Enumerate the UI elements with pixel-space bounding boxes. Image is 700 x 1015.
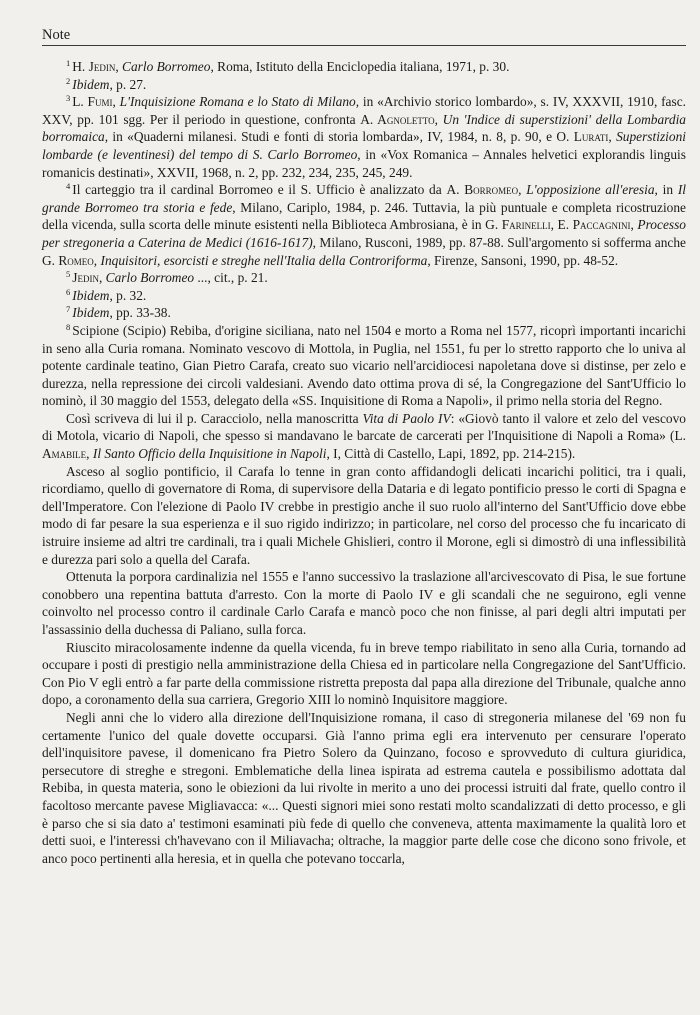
- footnote: [42, 287, 686, 305]
- footnote-continuation: [42, 568, 686, 638]
- footnote: [42, 322, 686, 410]
- text-run: ,: [86, 446, 93, 462]
- text-run: Asceso al soglio pontificio, il Carafa lo tenne in gran conto affidandogli delicati incarichi politici, tra i quali, ricordiamo, quello di governatore di Roma, di supervisore della Dataria e di legato pontificio presso le corti di Spagna e dell'Imperatore. Con l'elezione di Paolo IV crebbe in prestigio anche il suo ruolo all'interno del Sant'Ufficio dove ebbe modo di far pesare la sua esperienza e il suo rigido indirizzo; in particolare, nel corso del processo che fu incaricato di istruire insieme ad altri tre cardinali, tra i quali Michele Ghislieri, contro il Morone, egli si dimostrò di una inflessibilità e durezza pari solo a quella del Carafa.: [42, 463, 686, 567]
- italic-title: Carlo Borromeo: [122, 59, 211, 74]
- italic-title: Carlo Borromeo: [105, 270, 195, 286]
- footnote-number: 7: [66, 304, 71, 315]
- footnote: [42, 93, 686, 181]
- footnote-number: 2: [66, 75, 71, 86]
- text-run: ..., cit., p. 21.: [194, 270, 268, 286]
- author-name: L. Amabile: [42, 428, 686, 462]
- italic-title: Il Santo Officio della Inquisitione in Napoli: [92, 446, 327, 462]
- italic-title: Inquisitori, esorcisti e streghe nell'Italia della Controriforma: [100, 252, 428, 268]
- text-run: Ottenuta la porpora cardinalizia nel 1555 e l'anno successivo la traslazione all'arcivescovato di Pisa, le sue fortune conobbero una repentina battuta d'arresto. Con la morte di Paolo IV e gli scandali che ne seguirono, egli venne coinvolto nel processo contro il cardinale Carlo Carafa e mancò poco che non finisse, al pari degli altri imputati per l'assassinio della duchessa di Paliano, sulla forca.: [42, 569, 686, 637]
- footnote: [42, 304, 686, 322]
- italic-title: Ibidem: [72, 305, 110, 321]
- text-run: ,: [93, 252, 101, 268]
- author-name: G. Romeo: [42, 252, 94, 268]
- footnote-continuation: [42, 463, 686, 569]
- text-run: , Milano, Rusconi, 1989, pp. 87-88. Sull'argomento si sofferma anche: [312, 234, 687, 250]
- text-run: , Roma, Istituto della Enciclopedia italiana, 1971, p. 30.: [210, 59, 510, 74]
- text-run: : «Giovò tanto il valore et zelo del vescovo di Motola, vicario di Napoli, che spesso si mandavano le barcate de carcerati per l'Inquisitione di Napoli a Roma» (: [42, 410, 686, 444]
- text-run: , in: [654, 182, 678, 198]
- footnote-number: 4: [66, 181, 71, 192]
- text-run: ,: [608, 129, 617, 145]
- italic-title: Il grande Borromeo tra storia e fede: [42, 182, 686, 215]
- italic-title: L'Inquisizione Romana e lo Stato di Milano: [119, 94, 356, 110]
- text-run: , pp. 33-38.: [109, 305, 171, 321]
- text-run: Riuscito miracolosamente indenne da quella vicenda, fu in breve tempo riabilitato in seno alla Curia, tornando ad occupare i posti di prestigio nella amministrazione della Chiesa ed in particolare nella Congregazione del Sant'Ufficio. Con Pio V egli entrò a far parte della commissione ristretta preposta dal papa alla direzione del Tribunale, qualche anno dopo, a coronamento della sua carriera, Gregorio XIII lo nominò Inquisitore maggiore.: [42, 639, 686, 708]
- author-name: Jedin: [72, 270, 99, 286]
- italic-title: Vita di Paolo IV: [362, 410, 451, 426]
- running-header: Note: [42, 27, 71, 43]
- text-run: , in «Vox Romanica – Annales helvetici explorandis linguis romanicis destinati», XXVII, 1968, n. 2, pp. 232, 234, 235, 245, 249.: [42, 146, 686, 180]
- text-run: , p. 32.: [109, 287, 147, 303]
- text-run: ,: [112, 94, 120, 110]
- footnote-number: 3: [66, 93, 71, 104]
- author-name: L. Fumi: [72, 94, 113, 110]
- text-run: Scipione (Scipio) Rebiba, d'origine siciliana, nato nel 1504 e morto a Roma nel 1577, ricoprì importanti incarichi in seno alla Curia romana. Nominato vescovo di Mottola, in Puglia, nel 1551, fu per lo stretto rapporto che lo univa al potente cardinale teatino, Gian Pietro Carafa, creato suo vicario nell'arcidiocesi napoletana dove si distinse, per zelo e durezza, nella repressione dei circoli valdesiani. Avendo dato ottima prova di sé, la Congregazione del Sant'Ufficio lo nominò, il 30 maggio del 1553, delegato della «SS. Inquisitione di Roma a Napoli», il primo nella storia del Regno.: [42, 322, 686, 409]
- text-run: , in «Quaderni milanesi. Studi e fonti di storia lombarda», IV, 1984, n. 8, p. 90, e: [104, 129, 557, 145]
- footnotes-section: [42, 58, 686, 867]
- text-run: Il carteggio tra il cardinal Borromeo e il S. Ufficio è analizzato da: [72, 182, 447, 198]
- author-name: H. Jedin: [72, 59, 116, 74]
- italic-title: Un 'Indice di superstizioni' della Lombardia borromaica: [42, 111, 687, 145]
- text-run: , Milano, Cariplo, 1984, p. 246. Tuttavia, la più puntuale e completa ricostruzione della vicenda, sulla scorta delle minute esistenti nella Biblioteca Ambrosiana, è in: [42, 199, 686, 233]
- footnote-number: 1: [66, 58, 71, 68]
- text-run: ,: [518, 182, 527, 198]
- footnote-number: 5: [66, 269, 71, 280]
- text-run: ,: [434, 111, 443, 127]
- footnote: [42, 58, 686, 76]
- italic-title: L'opposizione all'eresia: [526, 182, 655, 198]
- author-name: A. Borromeo: [446, 182, 519, 198]
- text-run: , I, Città di Castello, Lapi, 1892, pp. 214-215).: [326, 446, 576, 462]
- text-run: ,: [98, 270, 106, 286]
- text-run: , in «Archivio storico lombardo», s. IV, XXXVII, 1910, fasc. XXV, pp. 101 sgg. Per il periodo in questione, confronta: [42, 94, 686, 127]
- footnote-number: 6: [66, 286, 71, 297]
- italic-title: Processo per stregoneria a Caterina de Medici (1616-1617): [42, 217, 686, 250]
- footnote: [42, 269, 686, 287]
- footnote-continuation: [42, 639, 686, 709]
- footnote: [42, 76, 686, 94]
- author-name: A. Agnoletto: [360, 111, 435, 127]
- text-run: Così scriveva di lui il p. Caracciolo, nella manoscritta: [66, 410, 363, 426]
- text-run: Negli anni che lo videro alla direzione dell'Inquisizione romana, il caso di stregoneria milanese del '69 non fu certamente l'unico del quale dovette occuparsi. Già l'anno prima egli era intervenuto per censurare l'operato dell'inquisitore pavese, il domenicano fra Pietro Solero da Quinzano, focoso e sprovveduto di cultura giuridica, persecutore di streghe e stregoni. Emblematiche della linea ispirata ad estrema cautela e possibilismo adottata dal Rebiba, in questa materia, sono le obiezioni da lui rivolte in merito a uno dei processi istruiti dal frate, quello contro il facoltoso mercante pavese Migliavacca: «... Questi signori miei sono restati molto scandalizzati di detto processo, e gli è parso che si sia dato a' testimoni esaminati più fede di quello che conveneva, attenta maximamente la qualità loro et detti suoi, e l'interessi ch'havevano con il Miliavacha; oltrache, la maggior parte delle cose che dicono sono frivole, et anco poco pertinenti alla heresia, et in quella che potevano toccarla,: [42, 709, 686, 866]
- footnote: [42, 181, 686, 269]
- footnote-number: 8: [66, 321, 71, 332]
- italic-title: Ibidem: [72, 76, 110, 92]
- author-name: G. Farinelli, E. Paccagnini: [485, 217, 631, 233]
- text-run: , p. 27.: [109, 76, 147, 92]
- italic-title: Ibidem: [72, 287, 110, 303]
- footnote-continuation: [42, 709, 686, 867]
- text-run: , Firenze, Sansoni, 1990, pp. 48-52.: [427, 252, 619, 268]
- text-run: ,: [115, 59, 123, 74]
- author-name: O. Lurati: [556, 129, 609, 145]
- text-run: ,: [630, 217, 638, 233]
- footnote-continuation: [42, 410, 686, 463]
- header-rule: [42, 45, 686, 46]
- italic-title: Superstizioni lombarde (e leventinesi) del tempo di S. Carlo Borromeo: [42, 129, 686, 162]
